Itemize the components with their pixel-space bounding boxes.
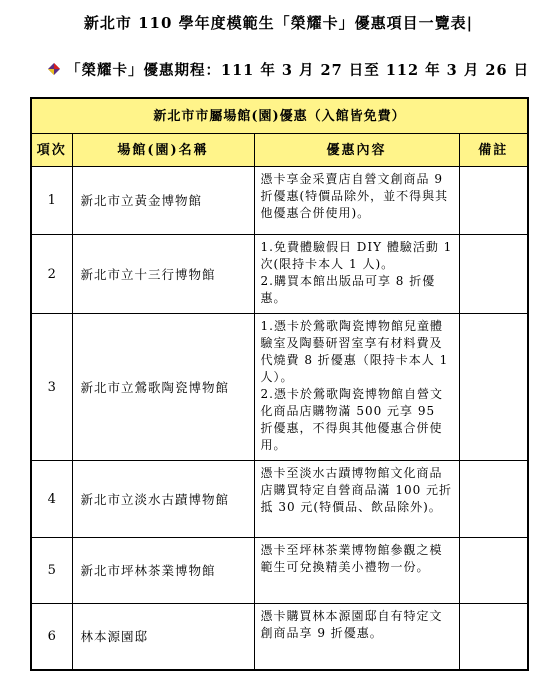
row-note <box>459 235 528 314</box>
table-banner-row <box>31 98 528 134</box>
table-row <box>31 314 528 461</box>
offers-table <box>30 97 529 671</box>
header-venue: 場館(園)名稱 <box>72 134 254 167</box>
row-note <box>459 538 528 604</box>
table-banner: 新北市市屬場館(園)優惠（入館皆免費） <box>31 98 528 134</box>
document-subtitle <box>50 59 550 80</box>
offer-line: 1.免費體驗假日 DIY 體驗活動 1 次(限持卡本人 1 人)。 <box>260 240 453 271</box>
header-no: 項次 <box>31 134 72 167</box>
offer-line: 2.憑卡於鶯歌陶瓷博物館自營文化商品店購物滿 500 元享 95 折優惠，不得與其他優惠合併使用。 <box>260 387 443 452</box>
row-venue: 新北市立淡水古蹟博物館 <box>72 461 254 538</box>
row-venue: 新北市立黃金博物館 <box>72 167 254 235</box>
header-note: 備註 <box>459 134 528 167</box>
offer-line: 憑卡購買林本源園邸自有特定文創商品享 9 折優惠。 <box>260 609 443 640</box>
row-venue: 林本源園邸 <box>72 604 254 670</box>
row-note <box>459 314 528 461</box>
row-no: 2 <box>31 235 72 314</box>
table-row <box>31 167 528 235</box>
row-no: 5 <box>31 538 72 604</box>
offer-line: 憑卡至淡水古蹟博物館文化商品店購買特定自營商品滿 100 元折抵 30 元(特價品、飲品除外)。 <box>260 466 453 514</box>
offer-line: 憑卡享金采賣店自營文創商品 9 折優惠(特價品除外，並不得與其他優惠合併使用)。 <box>260 172 449 220</box>
row-offer <box>254 538 459 604</box>
row-venue: 新北市立十三行博物館 <box>72 235 254 314</box>
row-offer <box>254 461 459 538</box>
table-row <box>31 538 528 604</box>
offer-line: 2.購買本館出版品可享 8 折優惠。 <box>260 274 436 305</box>
row-no: 6 <box>31 604 72 670</box>
row-offer <box>254 235 459 314</box>
row-note <box>459 604 528 670</box>
row-offer <box>254 167 459 235</box>
row-offer <box>254 314 459 461</box>
table-row <box>31 461 528 538</box>
table-row <box>31 604 528 670</box>
subtitle-text: 「榮耀卡」優惠期程：111 年 3 月 27 日至 112 年 3 月 26 日 <box>66 62 530 79</box>
header-offer: 優惠內容 <box>254 134 459 167</box>
offer-line: 憑卡至坪林茶業博物館參觀之模範生可兌換精美小禮物一份。 <box>260 543 443 574</box>
row-offer <box>254 604 459 670</box>
table-header-row <box>31 134 528 167</box>
row-note <box>459 461 528 538</box>
row-venue: 新北市立鶯歌陶瓷博物館 <box>72 314 254 461</box>
offer-line: 1.憑卡於鶯歌陶瓷博物館兒童體驗室及陶藝研習室享有材料費及代燒費 8 折優惠（限持卡本人 1 人）。 <box>260 319 449 384</box>
table-row <box>31 235 528 314</box>
document-title: 新北市 110 學年度模範生「榮耀卡」優惠項目一覽表| <box>83 14 474 32</box>
row-no: 3 <box>31 314 72 461</box>
row-no: 4 <box>31 461 72 538</box>
row-no: 1 <box>31 167 72 235</box>
row-note <box>459 167 528 235</box>
row-venue: 新北市坪林茶業博物館 <box>72 538 254 604</box>
